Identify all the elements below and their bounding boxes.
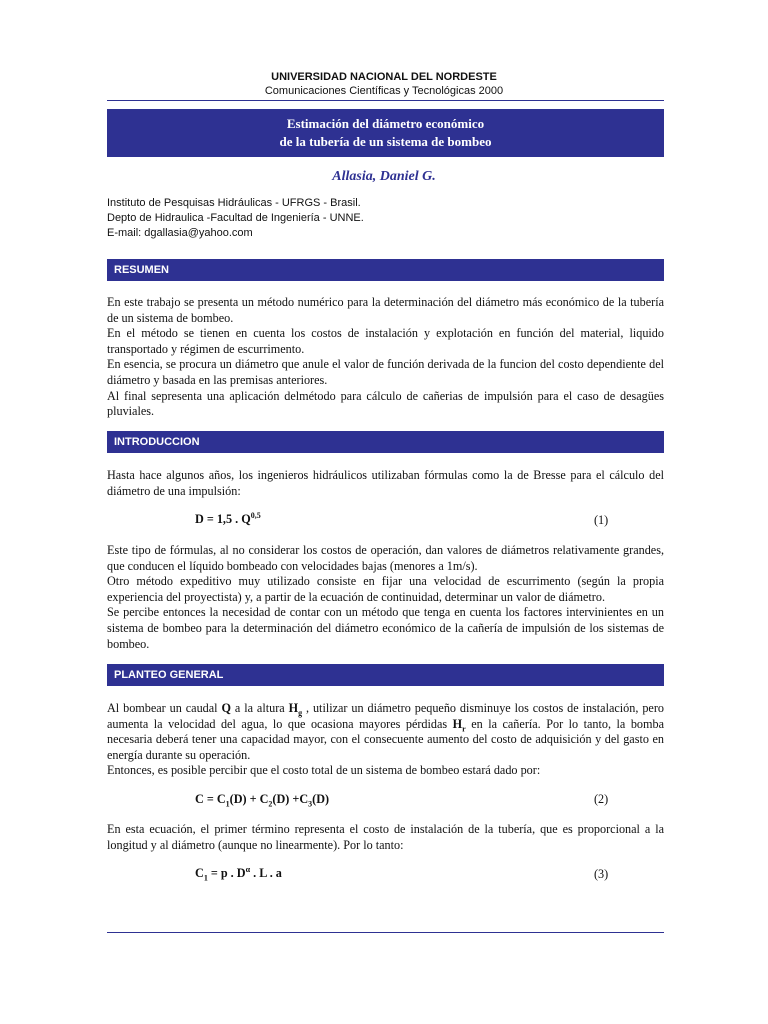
eq-subscript: 1 bbox=[203, 873, 208, 883]
text-run: Al bombear un caudal bbox=[107, 701, 222, 715]
paragraph: En este trabajo se presenta un método numérico para la determinación del diámetro más económico de la tubería de un sistema de bombeo. bbox=[107, 295, 664, 325]
paragraph: En esta ecuación, el primer término representa el costo de instalación de la tubería, que es proporcional a la longitud y al diámetro (aunque no linearmente). Por lo tanto: bbox=[107, 822, 664, 852]
equation-2-number: (2) bbox=[594, 792, 609, 806]
conference-subtitle: Comunicaciones Científicas y Tecnológicas 2000 bbox=[264, 85, 504, 97]
eq-part: (D) + C bbox=[229, 792, 269, 806]
eq-part: (D) bbox=[312, 792, 330, 806]
introduccion-paragraph-1 bbox=[107, 468, 664, 499]
affiliation-email: E-mail: dgallasia@yahoo.com bbox=[107, 227, 253, 239]
symbol-hr-subscript: r bbox=[462, 724, 466, 734]
paper-title bbox=[107, 109, 664, 157]
eq-subscript: 1 bbox=[225, 799, 230, 809]
eq-part: C bbox=[195, 866, 204, 880]
equation-1-lhs: D = 1,5 . Q bbox=[195, 512, 251, 526]
paragraph: Al final sepresenta una aplicación delmétodo para cálculo de cañerias de impulsión para el caso de desagües pluviales. bbox=[107, 388, 664, 419]
eq-part: . L . a bbox=[250, 866, 282, 880]
paragraph: En esencia, se procura un diámetro que anule el valor de función derivada de la funcion del costo dependiente del diámetro y basada en las premisas anteriores. bbox=[107, 357, 664, 387]
text-run: a la altura bbox=[230, 701, 289, 715]
planteo-body-2 bbox=[107, 822, 664, 853]
title-line-2: de la tubería de un sistema de bombeo bbox=[279, 134, 492, 149]
section-heading-planteo-general: PLANTEO GENERAL bbox=[107, 664, 664, 686]
equation-1-number: (1) bbox=[594, 513, 609, 527]
introduccion-body-2 bbox=[107, 543, 664, 652]
planteo-body bbox=[107, 701, 664, 779]
equation-1 bbox=[195, 512, 261, 527]
equation-3 bbox=[195, 866, 282, 881]
paragraph: En el método se tienen en cuenta los costos de instalación y explotación en función del material, liquido transportado y régimen de escurrimento. bbox=[107, 326, 664, 356]
equation-2 bbox=[195, 792, 329, 807]
eq-subscript: 2 bbox=[268, 799, 273, 809]
paragraph: Este tipo de fórmulas, al no considerar los costos de operación, dan valores de diámetros relativamente grandes, que conducen el líquido bombeado con velocidades bajas (menores a 1m/s). bbox=[107, 543, 664, 573]
symbol-hg-subscript: g bbox=[298, 708, 303, 718]
author-name: Allasia, Daniel G. bbox=[332, 169, 436, 184]
eq-part: = p . D bbox=[207, 866, 246, 880]
header-divider bbox=[107, 100, 664, 101]
title-line-1: Estimación del diámetro económico bbox=[286, 116, 485, 131]
text-run: en la cañería. Por lo tanto, la bomba necesaria deberá tener una capacidad mayor, con el consecuente aumento del costo de adquisición y del gasto en energía durante su operación. bbox=[107, 716, 664, 762]
resumen-body bbox=[107, 295, 664, 420]
university-name: UNIVERSIDAD NACIONAL DEL NORDESTE bbox=[271, 71, 497, 83]
equation-1-exponent: 0,5 bbox=[250, 510, 261, 520]
symbol-hr-base: H bbox=[452, 716, 463, 731]
eq-part: (D) +C bbox=[272, 792, 309, 806]
symbol-hr bbox=[452, 716, 466, 734]
affiliation-line: Instituto de Pesquisas Hidráulicas - UFRGS - Brasil. bbox=[107, 197, 361, 209]
affiliation-line: Depto de Hidraulica -Facultad de Ingeniería - UNNE. bbox=[107, 212, 364, 224]
eq-subscript: 3 bbox=[308, 799, 313, 809]
eq-part: C = C bbox=[195, 792, 226, 806]
paragraph: Otro método expeditivo muy utilizado consiste en fijar una velocidad de escurrimento (según la propia experiencia del proyectista) y, a partir de la ecuación de continuidad, determinar un valor de diámetro. bbox=[107, 574, 664, 604]
section-heading-resumen: RESUMEN bbox=[107, 259, 664, 281]
paragraph: Entonces, es posible percibir que el costo total de un sistema de bombeo estará dado por: bbox=[107, 763, 541, 778]
section-heading-introduccion: INTRODUCCION bbox=[107, 431, 664, 453]
symbol-hg bbox=[288, 701, 303, 718]
paragraph bbox=[107, 701, 664, 763]
affiliation-block bbox=[107, 196, 364, 241]
footer-divider bbox=[107, 932, 664, 933]
equation-3-number: (3) bbox=[594, 867, 609, 881]
symbol-hg-base: H bbox=[288, 701, 299, 715]
paragraph: Se percibe entonces la necesidad de contar con un método que tenga en cuenta los factores intervinientes en un sistema de bombeo para la determinación del diámetro económico de la cañería de impulsión de los sistemas de bombeo. bbox=[107, 605, 664, 651]
text-run: , utilizar un diámetro pequeño disminuye los costos de instalación, pero aumenta la velocidad del agua, lo que ocasiona mayores pérdidas bbox=[107, 701, 664, 731]
symbol-q: Q bbox=[221, 701, 231, 715]
eq-exponent: α bbox=[245, 864, 251, 874]
paragraph: Hasta hace algunos años, los ingenieros hidráulicos utilizaban fórmulas como la de Bresse para el cálculo del diámetro de una impulsión: bbox=[107, 468, 664, 498]
